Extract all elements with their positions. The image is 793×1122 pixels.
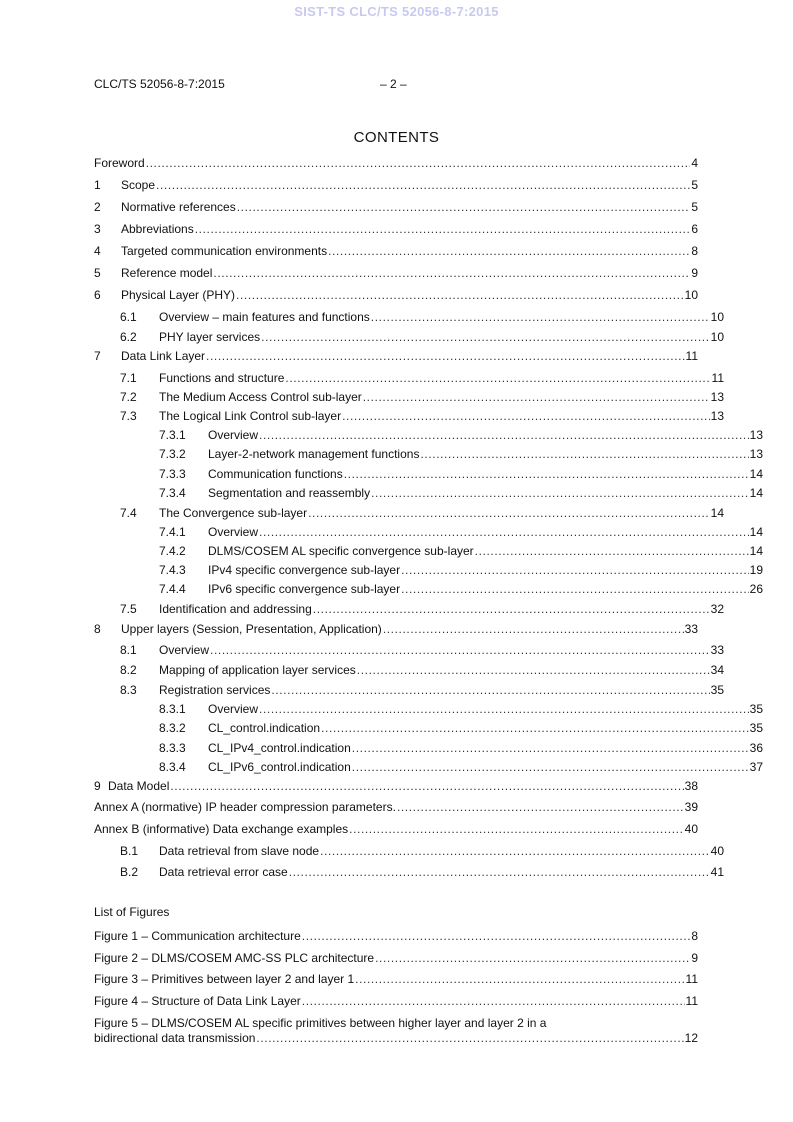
figure-entry[interactable] [94,1016,698,1046]
toc-title: The Convergence sub-layer [159,506,308,520]
toc-number: 7.4.1 [159,525,186,539]
toc-leader [357,662,710,678]
toc-leader [344,466,749,482]
toc-title: Data Model [108,779,170,793]
toc-page: 13 [749,428,763,442]
toc-entry[interactable] [94,348,698,364]
toc-number: 8.3.3 [159,741,186,755]
toc-title: Mapping of application layer services [159,663,356,677]
toc-leader [375,950,690,966]
toc-entry[interactable] [94,642,724,658]
toc-entry[interactable] [94,720,763,736]
toc-number: B.2 [120,865,139,879]
figure-title-line2: bidirectional data transmission [94,1031,256,1045]
toc-title: Communication functions [208,467,343,481]
toc-entry[interactable] [94,265,698,281]
toc-entry[interactable] [94,662,724,678]
toc-entry[interactable] [94,759,763,775]
toc-number: 7.3.4 [159,486,186,500]
toc-leader [156,177,690,193]
toc-title: Reference model [121,266,213,280]
toc-entry[interactable] [94,740,763,756]
figure-title: Figure 3 – Primitives between layer 2 and layer 1 [94,972,355,986]
toc-page: 14 [749,544,763,558]
toc-entry[interactable] [94,389,724,405]
toc-number: 8.3.2 [159,721,186,735]
toc-title: Data retrieval from slave node [159,844,320,858]
toc-leader [355,971,684,987]
contents-heading: CONTENTS [353,129,440,146]
toc-entry[interactable] [94,864,724,880]
toc-page: 9 [691,266,698,280]
toc-number: 7.5 [120,602,137,616]
toc-leader [237,199,691,215]
toc-title: Normative references [121,200,236,214]
toc-entry[interactable] [94,799,698,815]
figure-title: Figure 1 – Communication architecture [94,929,301,943]
toc-leader [401,581,749,597]
toc-title: Foreword [94,156,145,170]
toc-title: Registration services [159,683,271,697]
toc-number: 5 [94,266,101,280]
toc-leader [475,543,749,559]
toc-leader [420,446,748,462]
toc-leader [259,701,749,717]
toc-entry[interactable] [94,199,698,215]
toc-leader [371,485,749,501]
figure-page: 12 [684,1031,698,1045]
toc-title: The Logical Link Control sub-layer [159,409,342,423]
toc-entry[interactable] [94,682,724,698]
toc-title: Targeted communication environments [121,244,328,258]
toc-page: 33 [710,643,724,657]
toc-leader [195,221,691,237]
toc-title: Data Link Layer [121,349,206,363]
toc-entry[interactable] [94,446,763,462]
toc-leader [401,562,749,578]
toc-number: 7.2 [120,390,137,404]
figure-title-line1: Figure 5 – DLMS/COSEM AL specific primitives between higher layer and layer 2 in a [94,1016,547,1030]
toc-page: 11 [685,349,698,363]
toc-title: DLMS/COSEM AL specific convergence sub-layer [208,544,474,558]
toc-page: 14 [710,506,724,520]
toc-leader [313,601,710,617]
toc-leader [302,993,685,1009]
toc-entry[interactable] [94,243,698,259]
toc-page: 10 [684,288,698,302]
toc-title: Annex A (normative) IP header compression parameters. [94,800,396,814]
toc-leader [321,720,749,736]
toc-entry[interactable] [94,778,698,794]
toc-page: 37 [749,760,763,774]
toc-number: B.1 [120,844,139,858]
toc-page: 5 [691,200,698,214]
toc-title: CL_IPv4_control.indication [208,741,351,755]
toc-number: 8.3.4 [159,760,186,774]
toc-page: 26 [749,582,763,596]
document-id: CLC/TS 52056-8-7:2015 [94,77,225,91]
list-of-figures-heading: List of Figures [94,905,170,919]
toc-entry[interactable] [94,701,763,717]
toc-page: 40 [684,822,698,836]
toc-number: 2 [94,200,101,214]
toc-page: 36 [749,741,763,755]
toc-page: 32 [710,602,724,616]
toc-leader [349,821,684,837]
toc-entry[interactable] [94,621,698,637]
toc-title: Annex B (informative) Data exchange examples [94,822,349,836]
toc-leader [342,408,710,424]
toc-entry[interactable] [94,309,724,325]
toc-entry[interactable] [94,155,698,171]
toc-page: 13 [710,390,724,404]
toc-entry[interactable] [94,408,724,424]
toc-entry[interactable] [94,524,763,540]
toc-entry[interactable] [94,601,724,617]
toc-title: IPv6 specific convergence sub-layer [208,582,401,596]
toc-page: 40 [710,844,724,858]
toc-title: Segmentation and reassembly [208,486,371,500]
toc-entry[interactable] [94,370,724,386]
toc-entry[interactable] [94,843,724,859]
figure-page: 11 [685,972,698,986]
toc-title: Layer-2-network management functions [208,447,420,461]
toc-page: 10 [710,330,724,344]
toc-title: Overview – main features and functions [159,310,370,324]
toc-leader [271,682,709,698]
toc-page: 35 [749,702,763,716]
toc-number: 8.1 [120,643,137,657]
toc-leader [236,287,684,303]
toc-page: 39 [684,800,698,814]
page-number: – 2 – [380,77,407,91]
toc-title: Identification and addressing [159,602,312,616]
toc-title: Data retrieval error case [159,865,288,879]
watermark-text: SIST-TS CLC/TS 52056-8-7:2015 [294,4,499,19]
toc-entry[interactable] [94,466,763,482]
figure-entry[interactable] [94,971,698,987]
toc-entry[interactable] [94,505,724,521]
toc-page: 35 [749,721,763,735]
toc-number: 7.3.2 [159,447,186,461]
toc-leader [285,370,710,386]
toc-page: 14 [749,486,763,500]
toc-number: 1 [94,178,101,192]
toc-entry[interactable] [94,329,724,345]
toc-entry[interactable] [94,562,763,578]
toc-page: 10 [710,310,724,324]
toc-leader [170,778,683,794]
toc-title: Overview [208,428,259,442]
toc-page: 33 [684,622,698,636]
toc-page: 14 [749,525,763,539]
toc-page: 8 [691,244,698,258]
toc-number: 6.2 [120,330,137,344]
toc-leader [259,427,749,443]
figure-page: 9 [691,951,698,965]
toc-leader [259,524,749,540]
toc-title: CL_IPv6_control.indication [208,760,351,774]
toc-leader [302,928,691,944]
toc-title: PHY layer services [159,330,261,344]
toc-title: Overview [159,643,210,657]
toc-leader [213,265,690,281]
toc-entry[interactable] [94,221,698,237]
toc-number: 7.4.3 [159,563,186,577]
toc-number: 7 [94,349,101,363]
toc-number: 9 [94,779,101,793]
toc-leader [206,348,684,364]
toc-number: 8 [94,622,101,636]
toc-number: 6 [94,288,101,302]
toc-title: Overview [208,702,259,716]
figure-page: 8 [691,929,698,943]
figure-entry[interactable] [94,993,698,1009]
toc-page: 13 [749,447,763,461]
toc-leader [352,759,749,775]
toc-page: 35 [710,683,724,697]
toc-page: 19 [749,563,763,577]
toc-number: 6.1 [120,310,137,324]
toc-leader [352,740,749,756]
toc-leader [363,389,710,405]
toc-number: 7.4 [120,506,137,520]
toc-title: Upper layers (Session, Presentation, Application) [121,622,382,636]
toc-leader [146,155,691,171]
toc-leader [256,1031,683,1046]
toc-page: 11 [711,371,724,385]
toc-number: 4 [94,244,101,258]
toc-page: 6 [691,222,698,236]
toc-title: IPv4 specific convergence sub-layer [208,563,401,577]
toc-number: 8.2 [120,663,137,677]
toc-title: Physical Layer (PHY) [121,288,236,302]
toc-number: 3 [94,222,101,236]
toc-page: 38 [684,779,698,793]
toc-page: 13 [710,409,724,423]
toc-entry[interactable] [94,821,698,837]
toc-page: 41 [710,865,724,879]
toc-page: 34 [710,663,724,677]
toc-number: 7.4.4 [159,582,186,596]
toc-number: 7.3.3 [159,467,186,481]
toc-leader [261,329,709,345]
toc-title: Overview [208,525,259,539]
toc-title: Functions and structure [159,371,285,385]
toc-number: 7.3.1 [159,428,186,442]
toc-leader [328,243,690,259]
figure-page: 11 [685,994,698,1008]
toc-entry[interactable] [94,287,698,303]
toc-leader [289,864,710,880]
toc-entry[interactable] [94,581,763,597]
figure-entry[interactable] [94,928,698,944]
toc-page: 4 [691,156,698,170]
toc-leader [397,799,684,815]
toc-leader [383,621,684,637]
toc-entry[interactable] [94,543,763,559]
toc-page: 14 [749,467,763,481]
toc-leader [371,309,710,325]
figure-entry[interactable] [94,950,698,966]
toc-entry[interactable] [94,177,698,193]
toc-title: CL_control.indication [208,721,321,735]
toc-number: 7.4.2 [159,544,186,558]
toc-leader [320,843,710,859]
toc-entry[interactable] [94,485,763,501]
toc-number: 7.3 [120,409,137,423]
figure-title: Figure 2 – DLMS/COSEM AMC-SS PLC architecture [94,951,375,965]
toc-number: 8.3 [120,683,137,697]
toc-title: Scope [121,178,156,192]
toc-number: 8.3.1 [159,702,186,716]
toc-number: 7.1 [120,371,137,385]
toc-title: Abbreviations [121,222,194,236]
toc-entry[interactable] [94,427,763,443]
toc-leader [308,505,710,521]
toc-leader [210,642,710,658]
figure-title: Figure 4 – Structure of Data Link Layer [94,994,301,1008]
toc-title: The Medium Access Control sub-layer [159,390,362,404]
toc-page: 5 [691,178,698,192]
